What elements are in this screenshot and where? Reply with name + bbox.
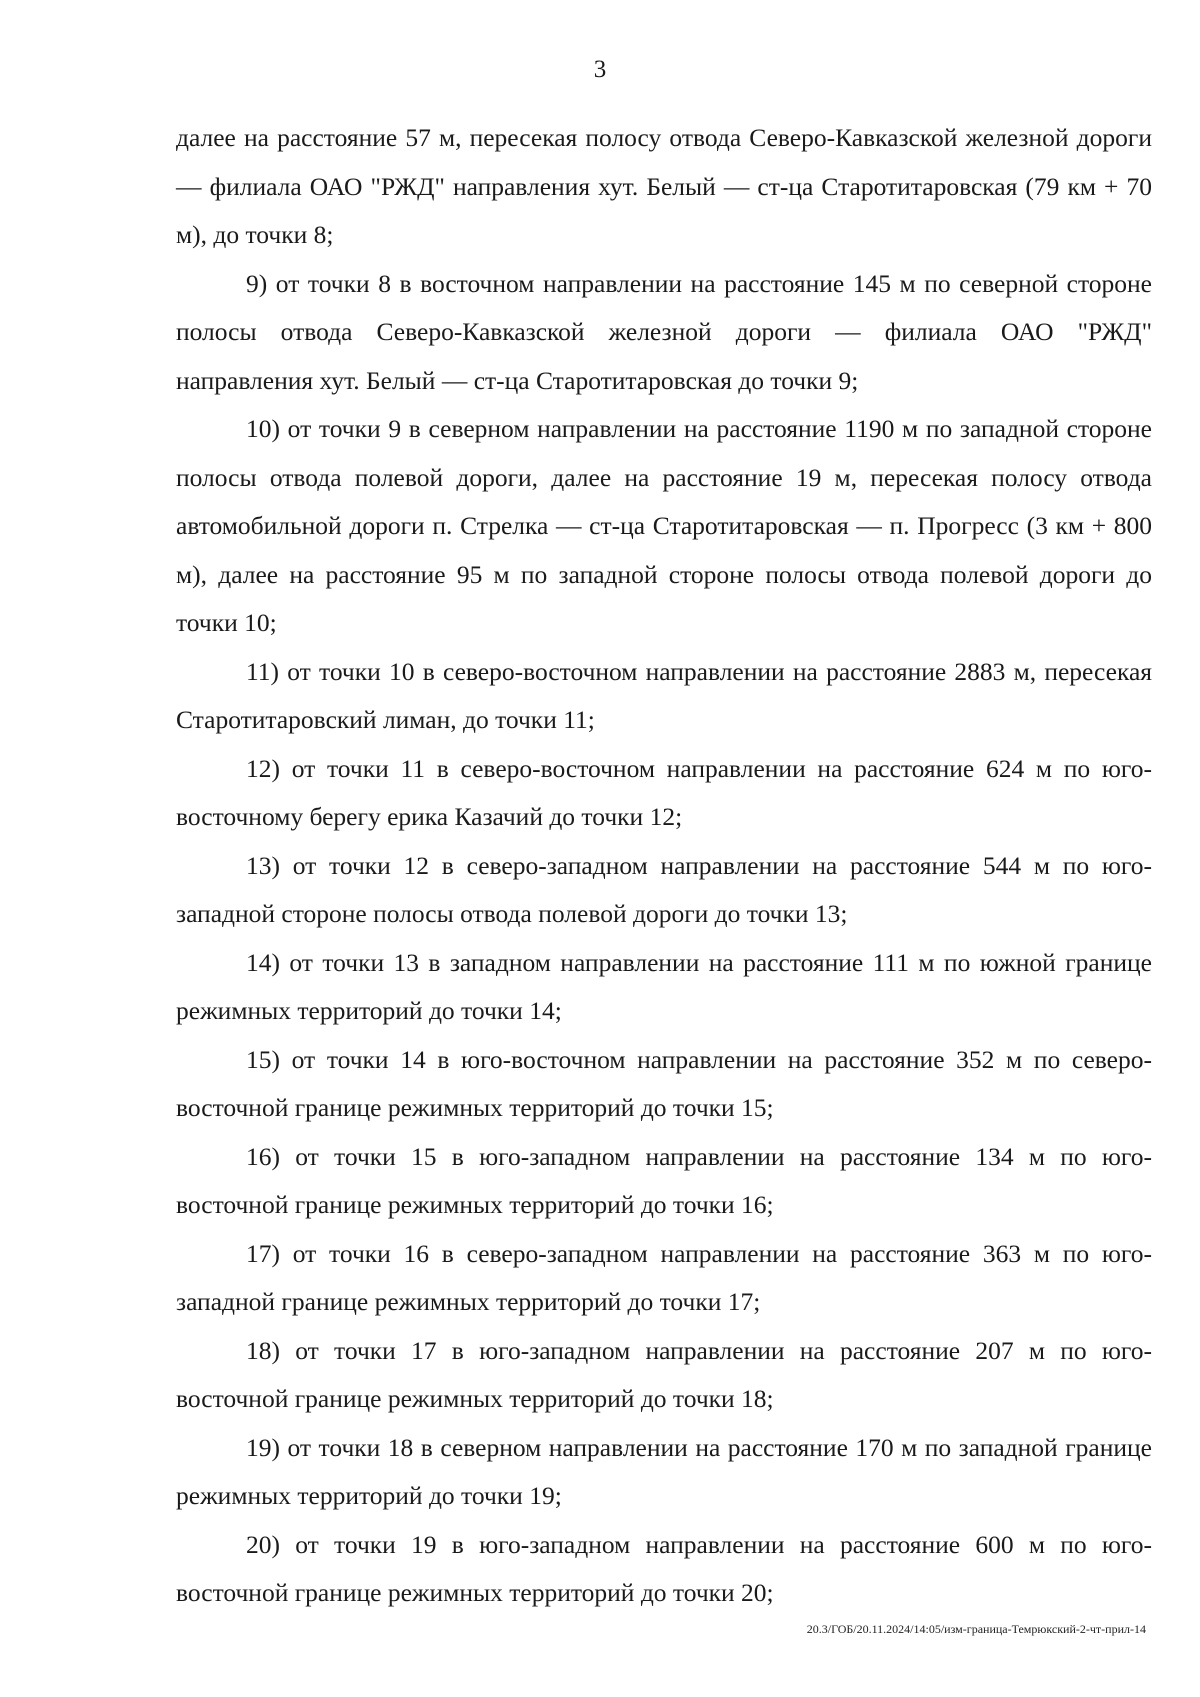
paragraph-item-14: 14) от точки 13 в западном направлении на расстояние 111 м по южной границе режимных территорий до точки 14; [176, 947, 1152, 1025]
paragraph-item-15: 15) от точки 14 в юго-восточном направлении на расстояние 352 м по северо-восточной границе режимных территорий до точки 15; [176, 1044, 1152, 1122]
paragraph-item-9: 9) от точки 8 в восточном направлении на расстояние 145 м по северной стороне полосы отвода Северо-Кавказской железной дороги — филиала ОАО "РЖД" направления хут. Белый — ст-ца Старотитаровская до точки 9; [176, 268, 1152, 395]
page-number: 3 [593, 56, 607, 83]
paragraph-item-17: 17) от точки 16 в северо-западном направлении на расстояние 363 м по юго-западной границе режимных территорий до точки 17; [176, 1238, 1152, 1316]
paragraph-item-16: 16) от точки 15 в юго-западном направлении на расстояние 134 м по юго-восточной границе режимных территорий до точки 16; [176, 1141, 1152, 1219]
paragraph-item-13: 13) от точки 12 в северо-западном направлении на расстояние 544 м по юго-западной стороне полосы отвода полевой дороги до точки 13; [176, 850, 1152, 928]
document-footer-code: 20.3/ГОБ/20.11.2024/14:05/изм-граница-Темрюкский-2-чт-прил-14 [806, 1622, 1146, 1636]
document-body [176, 114, 1152, 1618]
paragraph-item-19: 19) от точки 18 в северном направлении на расстояние 170 м по западной границе режимных территорий до точки 19; [176, 1432, 1152, 1510]
paragraph-item-18: 18) от точки 17 в юго-западном направлении на расстояние 207 м по юго-восточной границе режимных территорий до точки 18; [176, 1335, 1152, 1413]
paragraph-item-10: 10) от точки 9 в северном направлении на расстояние 1190 м по западной стороне полосы отвода полевой дороги, далее на расстояние 19 м, пересекая полосу отвода автомобильной дороги п. Стрелка — ст-ца Старотитаровская — п. Прогресс (3 км + 800 м), далее на расстояние 95 м по западной стороне полосы отвода полевой дороги до точки 10; [176, 414, 1152, 637]
paragraph-continuation: далее на расстояние 57 м, пересекая полосу отвода Северо-Кавказской железной дороги — филиала ОАО "РЖД" направления хут. Белый — ст-ца Старотитаровская (79 км + 70 м), до точки 8; [176, 123, 1152, 249]
paragraph-item-12: 12) от точки 11 в северо-восточном направлении на расстояние 624 м по юго-восточному берегу ерика Казачий до точки 12; [176, 753, 1152, 831]
paragraph-item-11: 11) от точки 10 в северо-восточном направлении на расстояние 2883 м, пересекая Старотитаровский лиман, до точки 11; [176, 656, 1152, 734]
paragraph-item-20: 20) от точки 19 в юго-западном направлении на расстояние 600 м по юго-восточной границе режимных территорий до точки 20; [176, 1529, 1152, 1607]
